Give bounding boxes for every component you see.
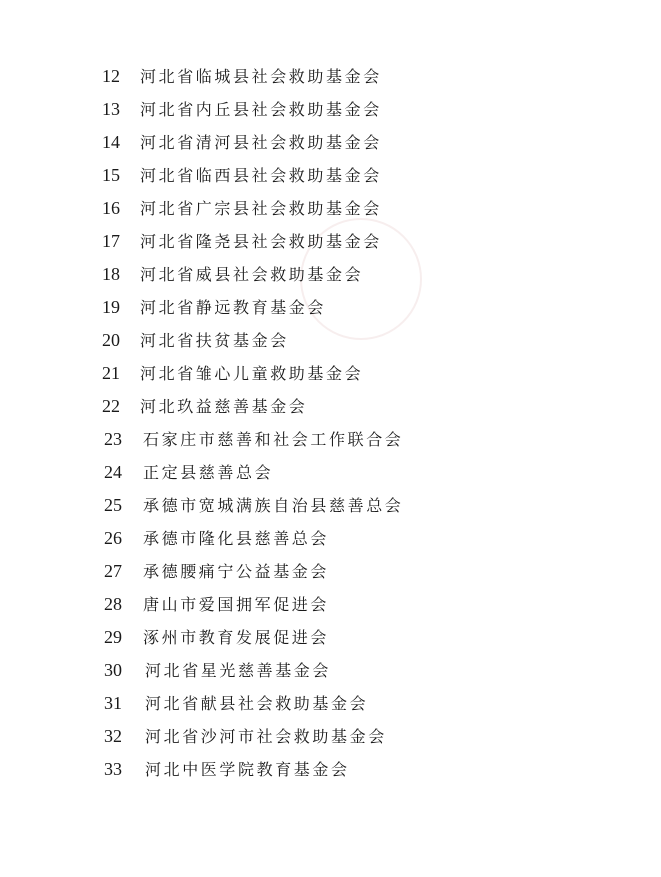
list-item <box>0 621 661 654</box>
item-number: 23 <box>104 429 122 449</box>
item-number: 26 <box>104 528 122 548</box>
item-name: 河北省临西县社会救助基金会 <box>140 166 382 185</box>
list-item <box>0 423 661 456</box>
item-number: 13 <box>102 99 120 119</box>
item-number: 30 <box>104 660 122 680</box>
list-item <box>0 720 661 753</box>
item-number: 19 <box>102 297 120 317</box>
item-number: 32 <box>104 726 122 746</box>
list-item <box>0 654 661 687</box>
list-item <box>0 687 661 720</box>
list-item <box>0 456 661 489</box>
list-item <box>0 390 661 423</box>
list-item <box>0 291 661 324</box>
list-item <box>0 324 661 357</box>
organization-list <box>0 60 661 786</box>
list-item <box>0 258 661 291</box>
item-name: 河北省隆尧县社会救助基金会 <box>140 232 382 251</box>
item-number: 15 <box>102 165 120 185</box>
item-name: 河北省扶贫基金会 <box>140 331 289 350</box>
item-name: 石家庄市慈善和社会工作联合会 <box>143 430 404 449</box>
list-item <box>0 555 661 588</box>
item-number: 20 <box>102 330 120 350</box>
item-name: 正定县慈善总会 <box>143 463 274 482</box>
item-number: 29 <box>104 627 122 647</box>
list-item <box>0 357 661 390</box>
list-item <box>0 93 661 126</box>
item-number: 16 <box>102 198 120 218</box>
item-name: 河北省献县社会救助基金会 <box>145 694 369 713</box>
item-number: 33 <box>104 759 122 779</box>
item-number: 24 <box>104 462 122 482</box>
item-number: 21 <box>102 363 120 383</box>
list-item <box>0 753 661 786</box>
item-name: 河北省临城县社会救助基金会 <box>140 67 382 86</box>
item-name: 河北省星光慈善基金会 <box>145 661 332 680</box>
item-number: 18 <box>102 264 120 284</box>
item-number: 31 <box>104 693 122 713</box>
item-name: 承德腰痛宁公益基金会 <box>143 562 330 581</box>
item-name: 河北省威县社会救助基金会 <box>140 265 364 284</box>
item-number: 28 <box>104 594 122 614</box>
list-item <box>0 126 661 159</box>
item-name: 承德市隆化县慈善总会 <box>143 529 330 548</box>
item-name: 河北省清河县社会救助基金会 <box>140 133 382 152</box>
item-name: 河北省静远教育基金会 <box>140 298 327 317</box>
item-number: 25 <box>104 495 122 515</box>
item-name: 唐山市爱国拥军促进会 <box>143 595 330 614</box>
item-number: 12 <box>102 66 120 86</box>
list-item <box>0 489 661 522</box>
item-number: 17 <box>102 231 120 251</box>
item-number: 27 <box>104 561 122 581</box>
item-name: 河北省沙河市社会救助基金会 <box>145 727 387 746</box>
item-name: 河北玖益慈善基金会 <box>140 397 308 416</box>
list-item <box>0 159 661 192</box>
item-number: 14 <box>102 132 120 152</box>
item-number: 22 <box>102 396 120 416</box>
item-name: 河北省内丘县社会救助基金会 <box>140 100 382 119</box>
item-name: 涿州市教育发展促进会 <box>143 628 330 647</box>
list-item <box>0 60 661 93</box>
list-item <box>0 522 661 555</box>
list-item <box>0 588 661 621</box>
list-item <box>0 192 661 225</box>
item-name: 承德市宽城满族自治县慈善总会 <box>143 496 404 515</box>
list-item <box>0 225 661 258</box>
item-name: 河北中医学院教育基金会 <box>145 760 350 779</box>
item-name: 河北省广宗县社会救助基金会 <box>140 199 382 218</box>
item-name: 河北省雏心儿童救助基金会 <box>140 364 364 383</box>
